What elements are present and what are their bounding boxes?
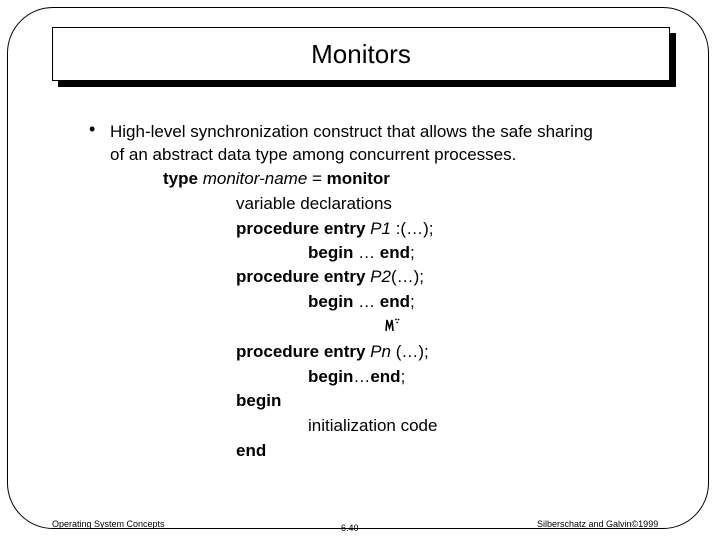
code-line-initialization: initialization code [308,416,438,435]
intro-line-1: High-level synchronization construct that allows the safe sharing [110,122,593,141]
code-line-begin-end-2: begin … end; [308,292,415,311]
footer-book-title: Operating System Concepts [52,519,165,529]
keyword-monitor: monitor [326,169,390,188]
title-box [52,27,670,81]
code-line-begin-end-n: begin…end; [308,367,406,386]
monitor-name: monitor-name [202,169,308,188]
footer-authors: Silberschatz and Galvin©1999 [537,519,659,529]
bullet-point: • [89,119,96,139]
vertical-ellipsis-icon [385,316,401,334]
code-line-procedure-pn: procedure entry Pn (…); [236,342,429,361]
intro-line-2: of an abstract data type among concurrent processes. [110,145,517,164]
code-line-type: type monitor-name = monitor [163,169,390,188]
code-line-end: end [236,441,267,460]
keyword-type: type [163,169,198,188]
code-line-variable-declarations: variable declarations [236,194,392,213]
footer-page-number: 6.40 [341,523,359,533]
slide-title: Monitors [311,38,411,69]
code-line-procedure-p1: procedure entry P1 :(…); [236,219,434,238]
code-line-begin-end-1: begin … end; [308,243,415,262]
code-line-procedure-p2: procedure entry P2(…); [236,267,425,286]
code-line-begin: begin [236,391,282,410]
